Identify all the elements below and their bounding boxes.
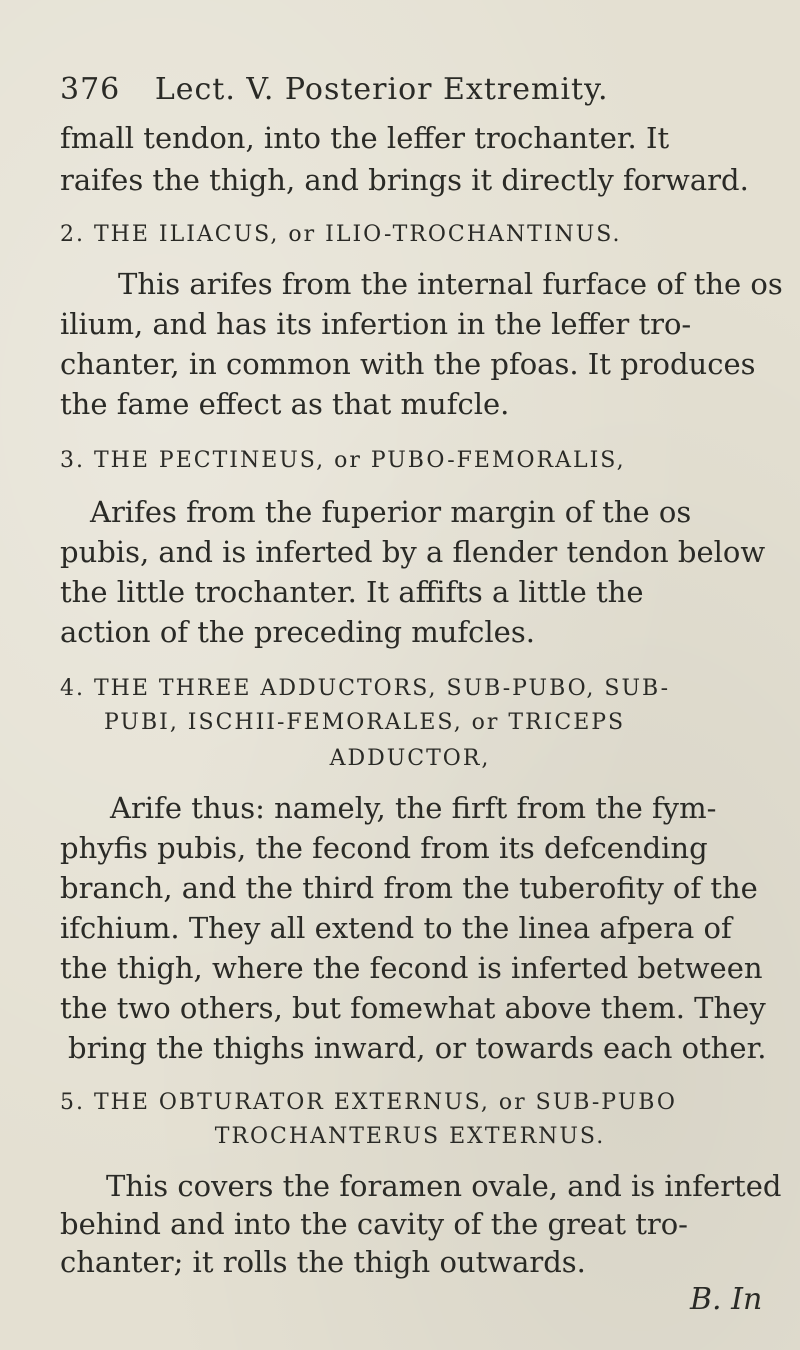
running-title: Lect. V. Posterior Extremity. (154, 72, 609, 107)
section-heading: 2. THE ILIACUS, or ILIO-TROCHANTINUS. (60, 222, 622, 247)
section-heading: PUBI, ISCHII-FEMORALES, or TRICEPS (104, 710, 626, 735)
section-heading: 5. THE OBTURATOR EXTERNUS, or SUB-PUBO (60, 1090, 677, 1115)
body-line: behind and into the cavity of the great tro- (60, 1207, 688, 1241)
signature-mark: B. In (690, 1282, 763, 1317)
body-line: This covers the foramen ovale, and is inferted (106, 1169, 782, 1203)
section-heading: 4. THE THREE ADDUCTORS, SUB-PUBO, SUB- (60, 676, 671, 701)
body-line: ifchium. They all extend to the linea afpera of (60, 911, 732, 945)
body-line: the two others, but fomewhat above them. They (60, 991, 766, 1025)
body-line: Arifes from the fuperior margin of the os (90, 495, 692, 529)
body-line: ilium, and has its infertion in the leffer tro- (60, 307, 692, 341)
body-line: action of the preceding mufcles. (60, 615, 535, 649)
section-heading: 3. THE PECTINEUS, or PUBO-FEMORALIS, (60, 448, 626, 473)
body-line: fmall tendon, into the leffer trochanter. It (60, 121, 670, 155)
body-line: the fame effect as that mufcle. (60, 387, 510, 421)
body-line: bring the thighs inward, or towards each other. (68, 1031, 767, 1065)
body-line: Arife thus: namely, the firft from the fym- (110, 791, 717, 825)
body-line: chanter; it rolls the thigh outwards. (60, 1245, 586, 1279)
body-line: pubis, and is inferted by a flender tendon below (60, 535, 766, 569)
body-line: the little trochanter. It affifts a little the (60, 575, 644, 609)
body-line: the thigh, where the fecond is inferted between (60, 951, 763, 985)
page-header (60, 72, 740, 107)
body-line: chanter, in common with the pfoas. It produces (60, 347, 756, 381)
section-heading: ADDUCTOR, (329, 746, 491, 771)
body-line: raifes the thigh, and brings it directly forward. (60, 163, 749, 197)
body-line: This arifes from the internal furface of the os (118, 267, 783, 301)
body-line: phyfis pubis, the fecond from its defcending (60, 831, 708, 865)
body-line: branch, and the third from the tuberofity of the (60, 871, 758, 905)
section-heading: TROCHANTERUS EXTERNUS. (214, 1124, 606, 1149)
page-number: 376 (60, 72, 121, 107)
